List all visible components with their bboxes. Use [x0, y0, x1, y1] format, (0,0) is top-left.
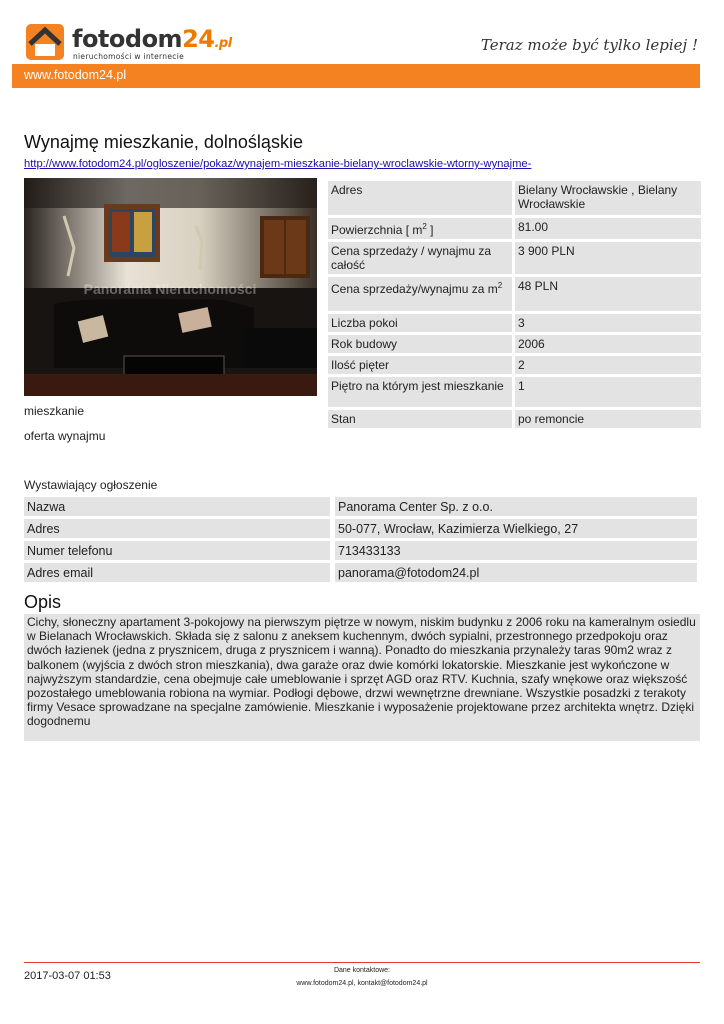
listing-photo — [24, 178, 317, 396]
listing-url-link[interactable]: http://www.fotodom24.pl/ogloszenie/pokaz/wynajem-mieszkanie-bielany-wroclawskie-wtorny-wynajme- — [24, 158, 532, 170]
advertiser-address: 50-077, Wrocław, Kazimierza Wielkiego, 27 — [335, 519, 697, 538]
footer-date: 2017-03-07 01:53 — [24, 970, 111, 982]
property-value: 3 900 PLN — [515, 242, 701, 274]
property-value: 2 — [515, 356, 701, 374]
property-value: 1 — [515, 377, 701, 407]
table-row — [24, 519, 697, 538]
property-key: Powierzchnia [ $m^2$ ] — [328, 218, 515, 239]
advertiser-section-title: Wystawiający ogłoszenie — [24, 478, 158, 492]
footer-contact-line: www.fotodom24.pl, kontakt@fotodom24.pl — [296, 980, 428, 987]
property-value: 81.00 — [515, 218, 701, 239]
property-value: 2006 — [515, 335, 701, 353]
property-value: po remoncie — [515, 410, 701, 428]
table-row — [24, 541, 697, 560]
brand-logo-text: fotodom24.pl — [72, 25, 232, 53]
table-row — [328, 335, 701, 353]
description-title: Opis — [24, 592, 62, 612]
brand-tagline: Teraz może być tylko lepiej ! — [480, 36, 698, 54]
brand-subtitle: nieruchomości w internecie — [73, 52, 184, 61]
table-row — [328, 410, 701, 428]
listing-title: Wynajmę mieszkanie, dolnośląskie — [24, 132, 303, 152]
property-key: Piętro na którym jest mieszkanie — [328, 377, 515, 407]
advertiser-key: Adres — [24, 519, 335, 538]
table-row — [328, 242, 701, 274]
site-url-bar — [12, 64, 700, 88]
property-key: Rok budowy — [328, 335, 515, 353]
property-key: Ilość pięter — [328, 356, 515, 374]
property-key: Liczba pokoi — [328, 314, 515, 332]
property-key: Adres — [328, 181, 515, 215]
table-row — [328, 277, 701, 311]
property-details-table — [328, 178, 701, 431]
property-key: Stan — [328, 410, 515, 428]
property-type-label: mieszkanie — [24, 404, 85, 418]
page-header — [0, 0, 724, 64]
table-row — [328, 218, 701, 239]
table-row — [24, 563, 697, 582]
footer-divider — [24, 962, 700, 963]
advertiser-name: Panorama Center Sp. z o.o. — [335, 497, 697, 516]
footer-contact-label: Dane kontaktowe: — [333, 967, 391, 974]
property-value: Bielany Wrocławskie , Bielany Wrocławskie — [515, 181, 701, 215]
property-value: 48 PLN — [515, 277, 701, 311]
table-row — [328, 356, 701, 374]
table-row — [328, 181, 701, 215]
advertiser-phone: 713433133 — [335, 541, 697, 560]
description-text: Cichy, słoneczny apartament 3-pokojowy na pierwszym piętrze w nowym, niskim budynku z 2006 roku na kameralnym osiedlu w Bielanach Wrocławskich. Składa się z salonu z aneksem kuchennym, dwóch sypialni, przestronnego przedpokoju oraz dwóch łazienek (jedna z prysznicem, druga z prysznicem i wanną). Ponadto do mieszkania przynależy taras 90m2 wraz z balkonem (wyjścia z dwóch stron mieszkania), dwa garaże oraz dwie komórki lokatorskie. Mieszkanie jest wykończone w najwyższym standardzie, cena obejmuje całe umeblowanie i sprzęt AGD oraz RTV. Kuchnia, szafy wnękowe oraz większość pozostałego umeblowania robiona na wymiar. Podłogi dębowe, drzwi wewnętrzne drewniane. Wszystkie posadzki z terakoty firmy Vesace sprowadzane na specjalne zamówienie. Mieszkanie i wyposażenie projektowane przez architekta wnętrz. Dzięki dogodnemu — [24, 614, 700, 741]
advertiser-key: Numer telefonu — [24, 541, 335, 560]
offer-type-label: oferta wynajmu — [24, 429, 106, 443]
photo-watermark: Panorama Nieruchomości — [83, 281, 257, 297]
table-row — [24, 497, 697, 516]
property-key: Cena sprzedaży / wynajmu za całość — [328, 242, 515, 274]
site-url-link[interactable]: www.fotodom24.pl — [24, 68, 127, 82]
advertiser-key: Adres email — [24, 563, 335, 582]
advertiser-email: panorama@fotodom24.pl — [335, 563, 697, 582]
advertiser-table — [24, 494, 697, 585]
advertiser-key: Nazwa — [24, 497, 335, 516]
property-key: Cena sprzedaży/wynajmu za $m^2$ — [328, 277, 515, 311]
property-value: 3 — [515, 314, 701, 332]
table-row — [328, 377, 701, 407]
table-row — [328, 314, 701, 332]
house-logo-icon — [24, 22, 66, 62]
